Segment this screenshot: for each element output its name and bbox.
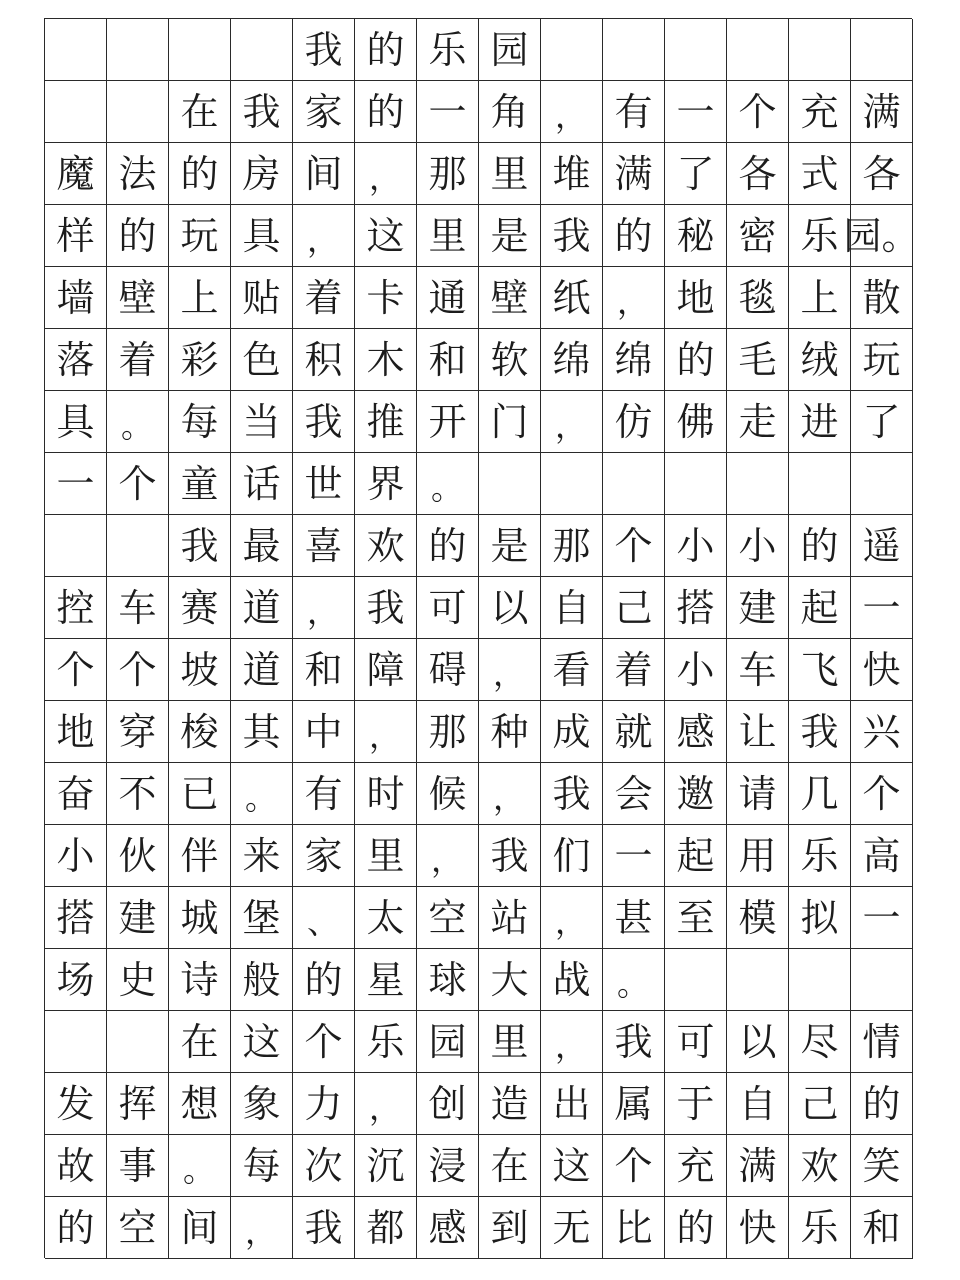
grid-char-cell: 的 [665,329,727,391]
grid-char-cell: 起 [789,577,851,639]
empty-grid-cell [541,19,603,81]
grid-char-cell: 间 [293,143,355,205]
grid-char-cell: 道 [231,639,293,701]
grid-char-cell: 属 [603,1073,665,1135]
grid-char-cell: 我 [169,515,231,577]
grid-char-cell: 这 [355,205,417,267]
grid-char-cell: ， [417,825,479,887]
grid-char-cell: 是 [479,515,541,577]
grid-char-cell: 个 [603,1135,665,1197]
grid-char-cell: 场 [45,949,107,1011]
grid-char-cell: 感 [417,1197,479,1259]
grid-char-cell: 到 [479,1197,541,1259]
grid-char-cell: 壁 [479,267,541,329]
grid-char-cell: 的 [45,1197,107,1259]
grid-char-cell: ， [355,1073,417,1135]
grid-char-cell: 车 [727,639,789,701]
grid-char-cell: ， [541,391,603,453]
grid-char-cell: 了 [665,143,727,205]
grid-char-cell: 那 [417,143,479,205]
grid-char-cell: 无 [541,1197,603,1259]
grid-char-cell: 奋 [45,763,107,825]
grid-char-cell: 造 [479,1073,541,1135]
grid-char-cell: 是 [479,205,541,267]
grid-char-cell: 浸 [417,1135,479,1197]
grid-char-cell: 里 [479,143,541,205]
grid-char-cell: 这 [231,1011,293,1073]
grid-char-cell: 贴 [231,267,293,329]
grid-char-cell: 里 [417,205,479,267]
empty-grid-cell [851,19,913,81]
grid-char-cell: 落 [45,329,107,391]
grid-char-cell: 纸 [541,267,603,329]
grid-char-cell: 种 [479,701,541,763]
grid-char-cell: 间 [169,1197,231,1259]
empty-grid-cell [665,19,727,81]
grid-char-cell: 童 [169,453,231,515]
grid-char-cell: 乐 [417,19,479,81]
grid-char-cell: 以 [479,577,541,639]
grid-char-cell: 上 [169,267,231,329]
grid-char-cell: 卡 [355,267,417,329]
grid-char-cell: 小 [727,515,789,577]
grid-char-cell: 在 [169,1011,231,1073]
grid-char-cell: 散 [851,267,913,329]
grid-char-cell: 房 [231,143,293,205]
grid-char-cell: 在 [479,1135,541,1197]
grid-char-cell: 话 [231,453,293,515]
grid-char-cell: 星 [355,949,417,1011]
grid-char-cell: 搭 [665,577,727,639]
grid-char-cell: 家 [293,81,355,143]
grid-char-cell: 乐 [789,1197,851,1259]
grid-char-cell: 事 [107,1135,169,1197]
grid-char-cell: 的 [355,19,417,81]
grid-char-cell: 色 [231,329,293,391]
grid-char-cell: 个 [851,763,913,825]
empty-grid-cell [45,81,107,143]
grid-char-cell: 诗 [169,949,231,1011]
grid-char-cell: 己 [603,577,665,639]
grid-char-cell: 乐 [789,825,851,887]
grid-char-cell: 和 [851,1197,913,1259]
grid-char-cell: 邀 [665,763,727,825]
grid-char-cell: 进 [789,391,851,453]
grid-char-cell: 看 [541,639,603,701]
grid-char-cell: ， [293,577,355,639]
grid-char-cell: 家 [293,825,355,887]
empty-grid-cell [541,453,603,515]
grid-char-cell: 尽 [789,1011,851,1073]
grid-char-cell: 甚 [603,887,665,949]
grid-char-cell: 软 [479,329,541,391]
grid-char-cell: 快 [851,639,913,701]
grid-char-cell: 。 [107,391,169,453]
grid-char-cell: 毯 [727,267,789,329]
grid-char-cell: 模 [727,887,789,949]
grid-char-cell: 着 [293,267,355,329]
grid-char-cell: 。 [603,949,665,1011]
grid-char-cell: 城 [169,887,231,949]
grid-char-cell: 力 [293,1073,355,1135]
grid-char-cell: 密 [727,205,789,267]
grid-char-cell: 空 [417,887,479,949]
grid-char-cell: 每 [231,1135,293,1197]
grid-char-cell: 我 [293,1197,355,1259]
grid-char-cell: 我 [355,577,417,639]
grid-char-cell: 界 [355,453,417,515]
grid-char-cell: 欢 [789,1135,851,1197]
grid-char-cell: 己 [789,1073,851,1135]
grid-char-cell: 以 [727,1011,789,1073]
grid-char-cell: 绒 [789,329,851,391]
grid-char-cell: 个 [107,453,169,515]
grid-char-cell: 其 [231,701,293,763]
grid-char-cell: 象 [231,1073,293,1135]
grid-char-cell: 的 [789,515,851,577]
grid-char-cell: ， [479,763,541,825]
grid-char-cell: 法 [107,143,169,205]
composition-grid-sheet [44,18,920,1258]
grid-char-cell: 推 [355,391,417,453]
empty-grid-cell [727,453,789,515]
grid-char-cell: 我 [541,763,603,825]
grid-char-cell: ， [293,205,355,267]
grid-char-cell: 我 [231,81,293,143]
grid-char-cell: 世 [293,453,355,515]
empty-grid-cell [479,453,541,515]
grid-char-cell: 满 [727,1135,789,1197]
grid-char-cell: 式 [789,143,851,205]
grid-char-cell: ， [603,267,665,329]
grid-char-cell: 发 [45,1073,107,1135]
grid-char-cell: 自 [727,1073,789,1135]
grid-char-cell: 的 [355,81,417,143]
grid-char-cell: 通 [417,267,479,329]
grid-char-cell: 木 [355,329,417,391]
grid-char-cell: 堆 [541,143,603,205]
grid-char-cell: 那 [417,701,479,763]
grid-char-cell: 的 [665,1197,727,1259]
grid-char-cell: 请 [727,763,789,825]
grid-char-cell: 各 [851,143,913,205]
grid-char-cell: 绵 [603,329,665,391]
grid-char-cell: 满 [603,143,665,205]
grid-char-cell: 可 [417,577,479,639]
grid-char-cell: 在 [169,81,231,143]
grid-char-cell: ， [231,1197,293,1259]
grid-char-cell: 一 [851,577,913,639]
grid-char-cell: 都 [355,1197,417,1259]
grid-char-cell: ， [541,1011,603,1073]
grid-char-cell: 创 [417,1073,479,1135]
grid-char-cell: 着 [603,639,665,701]
grid-char-cell: 兴 [851,701,913,763]
grid-char-cell: 们 [541,825,603,887]
grid-char-cell: 中 [293,701,355,763]
grid-char-cell: 可 [665,1011,727,1073]
grid-char-cell: 充 [789,81,851,143]
grid-char-cell: 园 [479,19,541,81]
empty-grid-cell [665,453,727,515]
grid-char-cell: 不 [107,763,169,825]
grid-char-cell: 园 [417,1011,479,1073]
grid-char-cell: 。 [231,763,293,825]
empty-grid-cell [603,453,665,515]
grid-char-cell: 的 [169,143,231,205]
grid-char-cell: 积 [293,329,355,391]
empty-grid-cell [107,515,169,577]
empty-grid-cell [45,515,107,577]
grid-char-cell: 般 [231,949,293,1011]
grid-char-cell: 和 [417,329,479,391]
grid-char-cell: 、 [293,887,355,949]
grid-char-cell: 战 [541,949,603,1011]
grid-char-cell: 车 [107,577,169,639]
grid-char-cell: 有 [603,81,665,143]
grid-char-cell: ， [355,143,417,205]
grid-char-cell: 当 [231,391,293,453]
grid-char-cell: 赛 [169,577,231,639]
grid-char-cell: 小 [665,639,727,701]
grid-char-cell: 样 [45,205,107,267]
grid-char-cell: 毛 [727,329,789,391]
grid-char-cell: 具 [45,391,107,453]
grid-char-cell: 飞 [789,639,851,701]
grid-char-cell: 高 [851,825,913,887]
grid-char-cell: 堡 [231,887,293,949]
grid-char-cell: 墙 [45,267,107,329]
grid-char-cell: 了 [851,391,913,453]
grid-char-cell: 秘 [665,205,727,267]
grid-char-cell: 成 [541,701,603,763]
grid-char-cell: 障 [355,639,417,701]
grid-char-cell: ， [541,81,603,143]
grid-char-cell: 角 [479,81,541,143]
grid-char-cell: 具 [231,205,293,267]
grid-char-cell: 穿 [107,701,169,763]
grid-char-cell: 一 [45,453,107,515]
grid-char-cell: 球 [417,949,479,1011]
grid-char-cell: 上 [789,267,851,329]
grid-char-cell: 起 [665,825,727,887]
grid-char-cell: 最 [231,515,293,577]
grid-char-cell: 候 [417,763,479,825]
grid-char-cell: 地 [45,701,107,763]
grid-char-cell: 个 [45,639,107,701]
grid-char-cell: 比 [603,1197,665,1259]
grid-char-cell: 伴 [169,825,231,887]
grid-char-cell: 时 [355,763,417,825]
grid-char-cell: 梭 [169,701,231,763]
grid-char-cell: 会 [603,763,665,825]
grid-char-cell: 我 [603,1011,665,1073]
grid-char-cell: 玩 [851,329,913,391]
grid-char-cell: 伙 [107,825,169,887]
grid-char-cell: 出 [541,1073,603,1135]
grid-char-cell: 我 [789,701,851,763]
grid-char-cell: 笑 [851,1135,913,1197]
grid-char-cell: 挥 [107,1073,169,1135]
grid-char-cell: 彩 [169,329,231,391]
grid-char-cell: 门 [479,391,541,453]
grid-char-cell: 和 [293,639,355,701]
grid-char-cell: 用 [727,825,789,887]
grid-char-cell: 已 [169,763,231,825]
grid-char-cell: ， [355,701,417,763]
grid-char-cell: 一 [665,81,727,143]
empty-grid-cell [45,1011,107,1073]
grid-char-cell: 坡 [169,639,231,701]
empty-grid-cell [603,19,665,81]
grid-char-cell: 每 [169,391,231,453]
grid-char-cell: 自 [541,577,603,639]
grid-char-cell: 各 [727,143,789,205]
grid-char-cell: 充 [665,1135,727,1197]
grid-char-cell: 园。 [851,205,913,267]
grid-char-cell: 一 [603,825,665,887]
empty-grid-cell [107,1011,169,1073]
grid-char-cell: 情 [851,1011,913,1073]
grid-char-cell: 我 [479,825,541,887]
grid-char-cell: 的 [293,949,355,1011]
grid-char-cell: 来 [231,825,293,887]
grid-char-cell: 里 [355,825,417,887]
grid-char-cell: 建 [727,577,789,639]
grid-char-cell: 拟 [789,887,851,949]
grid-char-cell: 的 [851,1073,913,1135]
grid-char-cell: 那 [541,515,603,577]
empty-grid-cell [789,949,851,1011]
grid-char-cell: 让 [727,701,789,763]
grid-char-cell: 走 [727,391,789,453]
grid-char-cell: 佛 [665,391,727,453]
grid-char-cell: 。 [417,453,479,515]
grid-char-cell: 魔 [45,143,107,205]
grid-char-cell: 太 [355,887,417,949]
empty-grid-cell [231,19,293,81]
grid-char-cell: 个 [727,81,789,143]
grid-char-cell: 着 [107,329,169,391]
grid-char-cell: 小 [45,825,107,887]
grid-char-cell: 沉 [355,1135,417,1197]
grid-char-cell: 喜 [293,515,355,577]
grid-char-cell: 绵 [541,329,603,391]
grid-char-cell: 。 [169,1135,231,1197]
empty-grid-cell [851,453,913,515]
grid-char-cell: 的 [417,515,479,577]
grid-char-cell: 大 [479,949,541,1011]
grid-char-cell: 玩 [169,205,231,267]
grid-char-cell: 几 [789,763,851,825]
empty-grid-cell [789,19,851,81]
grid-char-cell: 乐 [355,1011,417,1073]
empty-grid-cell [789,453,851,515]
grid-char-cell: 的 [107,205,169,267]
grid-char-cell: 欢 [355,515,417,577]
grid-char-cell: ， [541,887,603,949]
grid-char-cell: 我 [293,19,355,81]
empty-grid-cell [665,949,727,1011]
grid-char-cell: 个 [293,1011,355,1073]
grid-char-cell: 个 [603,515,665,577]
grid-char-cell: 个 [107,639,169,701]
grid-char-cell: 控 [45,577,107,639]
grid-char-cell: 故 [45,1135,107,1197]
grid-char-cell: 地 [665,267,727,329]
grid-char-cell: 搭 [45,887,107,949]
grid-char-cell: 遥 [851,515,913,577]
empty-grid-cell [727,949,789,1011]
grid-char-cell: 次 [293,1135,355,1197]
empty-grid-cell [169,19,231,81]
grid-char-cell: 碍 [417,639,479,701]
grid-char-cell: 空 [107,1197,169,1259]
grid-char-cell: 我 [293,391,355,453]
grid-char-cell: 壁 [107,267,169,329]
grid-char-cell: 一 [417,81,479,143]
grid-char-cell: 快 [727,1197,789,1259]
grid-char-cell: 里 [479,1011,541,1073]
empty-grid-cell [851,949,913,1011]
grid-char-cell: ， [479,639,541,701]
grid-char-cell: 的 [603,205,665,267]
grid-char-cell: 我 [541,205,603,267]
grid-char-cell: 一 [851,887,913,949]
grid-char-cell: 建 [107,887,169,949]
grid-char-cell: 仿 [603,391,665,453]
empty-grid-cell [727,19,789,81]
grid-char-cell: 开 [417,391,479,453]
grid-char-cell: 乐 [789,205,851,267]
grid-char-cell: 满 [851,81,913,143]
grid-char-cell: 于 [665,1073,727,1135]
grid-char-cell: 就 [603,701,665,763]
grid-char-cell: 道 [231,577,293,639]
empty-grid-cell [107,81,169,143]
grid-char-cell: 史 [107,949,169,1011]
empty-grid-cell [45,19,107,81]
empty-grid-cell [107,19,169,81]
grid-char-cell: 至 [665,887,727,949]
grid-char-cell: 想 [169,1073,231,1135]
grid-char-cell: 小 [665,515,727,577]
grid-char-cell: 感 [665,701,727,763]
grid-char-cell: 这 [541,1135,603,1197]
grid-char-cell: 站 [479,887,541,949]
grid-char-cell: 有 [293,763,355,825]
